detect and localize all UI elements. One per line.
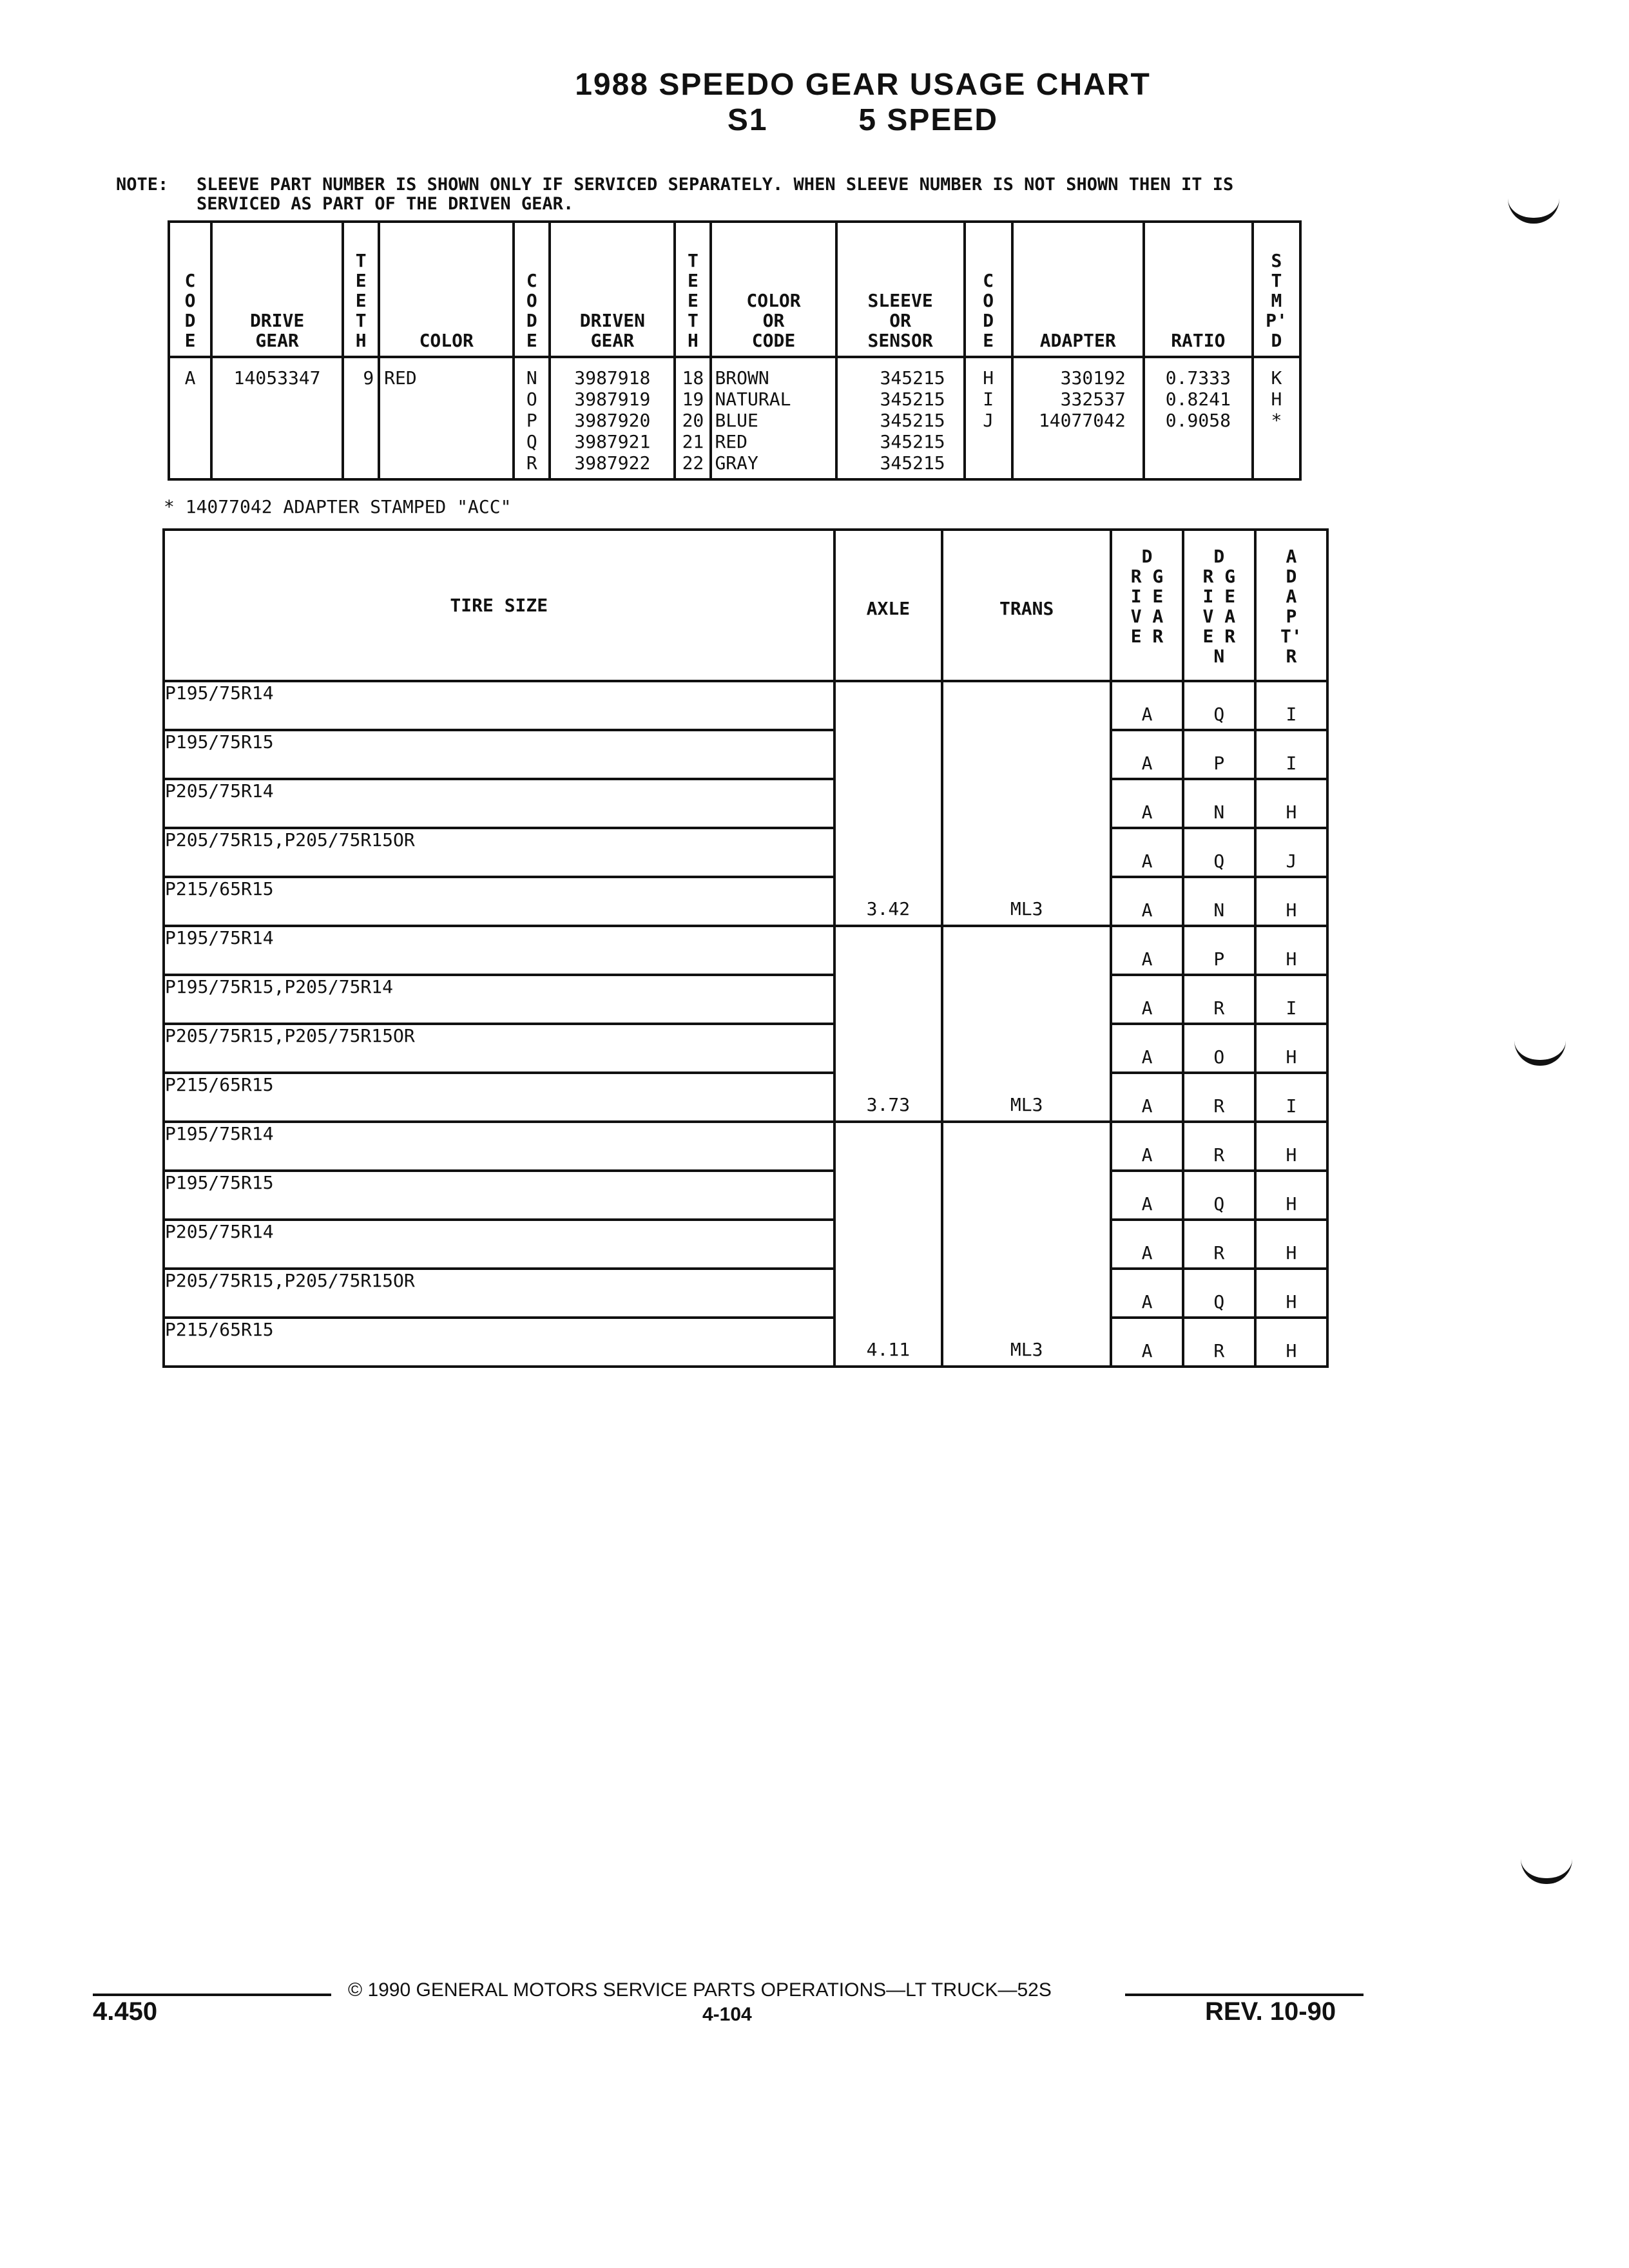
header-tire-size: TIRE SIZE — [164, 530, 834, 681]
title-speed: 5 SPEED — [858, 103, 999, 137]
footer-rule-right — [1125, 1994, 1364, 1996]
table-row — [164, 877, 1327, 926]
cell-sleeves — [836, 357, 965, 479]
drive-gear-cell: A — [1111, 1269, 1183, 1318]
tire-size-cell: P205/75R14 — [164, 779, 834, 828]
tire-size-cell: P215/65R15 — [164, 877, 834, 926]
cell-driven-colors — [711, 357, 836, 479]
axle-cell: 4.11 — [834, 1122, 943, 1367]
driven-gear-cell: P — [1183, 926, 1255, 975]
adapter-cell: I — [1255, 975, 1327, 1024]
tire-size-cell: P195/75R15,P205/75R14 — [164, 975, 834, 1024]
footer-revision: REV. 10-90 — [1205, 1997, 1336, 2026]
table-row — [164, 1318, 1327, 1367]
header-word: COLOR — [419, 330, 474, 351]
cell-driven-codes — [514, 357, 550, 479]
table-row — [164, 1024, 1327, 1073]
usage-table — [162, 528, 1329, 1368]
header-letter: D — [184, 310, 196, 331]
header-word: CODE — [751, 330, 796, 351]
driven-code: R — [526, 452, 537, 474]
header-letter: D — [1286, 566, 1297, 587]
adapter-cell: H — [1255, 1318, 1327, 1367]
table-row — [164, 975, 1327, 1024]
driven-gear-number: 3987921 — [574, 431, 651, 452]
tire-size-cell: P195/75R14 — [164, 1122, 834, 1171]
driven-gear-cell: P — [1183, 730, 1255, 779]
axle-cell: 3.42 — [834, 681, 943, 926]
stamped-mark: H — [1271, 389, 1282, 410]
footnote: * 14077042 ADAPTER STAMPED "ACC" — [164, 496, 512, 517]
header-word: DRIVE — [249, 310, 305, 331]
ratio-value: 0.9058 — [1165, 410, 1231, 431]
table-row — [164, 1122, 1327, 1171]
footer-copyright: © 1990 GENERAL MOTORS SERVICE PARTS OPERATIONS—LT TRUCK—52S — [348, 1979, 1052, 2001]
driven-color: GRAY — [715, 452, 758, 474]
cell-ratios — [1144, 357, 1253, 479]
note-line-2: SERVICED AS PART OF THE DRIVEN GEAR. — [197, 194, 574, 214]
tire-size-cell: P195/75R14 — [164, 681, 834, 730]
note-line-1: SLEEVE PART NUMBER IS SHOWN ONLY IF SERVICED SEPARATELY. WHEN SLEEVE NUMBER IS NOT SHOWN THEN IT IS — [197, 175, 1234, 195]
header-adapter-2 — [1255, 530, 1327, 681]
header-letter: E — [983, 330, 994, 351]
header-sleeve-or-sensor — [836, 222, 965, 357]
adapter-cell: H — [1255, 926, 1327, 975]
header-letter: A — [1286, 586, 1297, 607]
header-trans: TRANS — [942, 530, 1111, 681]
header-letter: V A — [1202, 606, 1236, 627]
adapter-cell: H — [1255, 1024, 1327, 1073]
header-letter: E — [688, 270, 699, 291]
header-letter: H — [688, 330, 699, 351]
driven-color: BROWN — [715, 367, 769, 389]
header-word: OR — [889, 310, 911, 331]
header-word: SLEEVE — [867, 290, 933, 311]
tire-size-cell: P215/65R15 — [164, 1073, 834, 1122]
header-driven-gear — [550, 222, 675, 357]
header-letter: D — [1141, 546, 1153, 567]
binder-mark — [1514, 1041, 1566, 1066]
adapter-cell: H — [1255, 779, 1327, 828]
driven-teeth: 21 — [682, 431, 704, 452]
adapter-code: H — [983, 367, 994, 389]
binder-mark — [1508, 198, 1559, 224]
cell-color: RED — [379, 357, 514, 479]
drive-gear-cell: A — [1111, 1073, 1183, 1122]
drive-gear-cell: A — [1111, 1122, 1183, 1171]
page-title — [0, 67, 1629, 139]
adapter-cell: H — [1255, 1122, 1327, 1171]
driven-gear-cell: O — [1183, 1024, 1255, 1073]
driven-color: RED — [715, 431, 748, 452]
footer-page-center: 4-104 — [702, 2004, 752, 2025]
drive-gear-cell: A — [1111, 1024, 1183, 1073]
header-letter: T — [355, 310, 367, 331]
header-letter: O — [983, 290, 994, 311]
table-row — [164, 1269, 1327, 1318]
header-axle: AXLE — [834, 530, 943, 681]
drive-gear-cell: A — [1111, 877, 1183, 926]
table-row — [164, 730, 1327, 779]
stamped-mark: * — [1271, 410, 1282, 431]
driven-gear-cell: Q — [1183, 681, 1255, 730]
cell-teeth: 9 — [343, 357, 379, 479]
tire-size-cell: P195/75R14 — [164, 926, 834, 975]
adapter-number: 330192 — [1060, 367, 1126, 389]
note — [116, 175, 1598, 214]
cell-stamped — [1253, 357, 1300, 479]
header-letter: D — [1271, 330, 1282, 351]
header-letter: C — [184, 270, 196, 291]
header-letter: R G — [1130, 566, 1164, 587]
table-row — [164, 1171, 1327, 1220]
trans-cell: ML3 — [942, 1122, 1111, 1367]
header-word: GEAR — [590, 330, 635, 351]
header-teeth — [343, 222, 379, 357]
driven-color: NATURAL — [715, 389, 791, 410]
header-letter: C — [526, 270, 537, 291]
adapter-cell: I — [1255, 681, 1327, 730]
header-word: DRIVEN — [579, 310, 645, 331]
note-label: NOTE: — [116, 175, 169, 195]
driven-code: P — [526, 410, 537, 431]
driven-gear-number: 3987919 — [574, 389, 651, 410]
header-color — [379, 222, 514, 357]
adapter-cell: J — [1255, 828, 1327, 877]
drive-gear-cell: A — [1111, 681, 1183, 730]
cell-adapters — [1012, 357, 1144, 479]
header-letter: P' — [1266, 310, 1287, 331]
drive-gear-cell: A — [1111, 926, 1183, 975]
tire-size-cell: P205/75R14 — [164, 1220, 834, 1269]
header-word: GEAR — [255, 330, 299, 351]
header-letter: E — [688, 290, 699, 311]
binder-mark — [1521, 1859, 1572, 1884]
header-letter: A — [1286, 546, 1297, 567]
header-letter: I E — [1130, 586, 1164, 607]
usage-table-header — [164, 530, 1327, 681]
header-letter: T — [1271, 270, 1282, 291]
driven-code: N — [526, 367, 537, 389]
trans-cell: ML3 — [942, 926, 1111, 1122]
adapter-cell: H — [1255, 877, 1327, 926]
header-word: COLOR — [746, 290, 801, 311]
header-word: RATIO — [1171, 330, 1226, 351]
header-letter: T — [355, 250, 367, 271]
drive-gear-cell: A — [1111, 1220, 1183, 1269]
header-letter: V A — [1130, 606, 1164, 627]
header-letter: T' — [1280, 626, 1302, 647]
header-color-or-code — [711, 222, 836, 357]
adapter-cell: H — [1255, 1220, 1327, 1269]
stamped-mark: K — [1271, 367, 1282, 389]
footer-rule-left — [93, 1994, 331, 1996]
header-ratio — [1144, 222, 1253, 357]
driven-gear-cell: R — [1183, 1318, 1255, 1367]
table-row — [164, 1073, 1327, 1122]
gear-table-row — [169, 357, 1300, 479]
header-drive-gear — [211, 222, 343, 357]
header-letter: M — [1271, 290, 1282, 311]
driven-teeth: 19 — [682, 389, 704, 410]
header-letter: T — [688, 250, 699, 271]
usage-table-body — [164, 681, 1327, 1367]
adapter-code: J — [983, 410, 994, 431]
header-letter: R G — [1202, 566, 1236, 587]
header-letter: E R — [1202, 626, 1236, 647]
header-teeth-2 — [675, 222, 711, 357]
title-model: S1 — [727, 103, 768, 137]
header-letter: R — [1286, 646, 1297, 667]
header-letter: E — [526, 330, 537, 351]
sleeve-number: 345215 — [880, 452, 945, 474]
footer-page-left: 4.450 — [93, 1997, 158, 2026]
sleeve-number: 345215 — [880, 431, 945, 452]
sleeve-number: 345215 — [880, 367, 945, 389]
adapter-number: 332537 — [1060, 389, 1126, 410]
drive-gear-cell: A — [1111, 975, 1183, 1024]
axle-cell: 3.73 — [834, 926, 943, 1122]
adapter-number: 14077042 — [1038, 410, 1126, 431]
title-line-1: 1988 SPEEDO GEAR USAGE CHART — [575, 68, 1151, 102]
header-stamped — [1253, 222, 1300, 357]
gear-table-header — [169, 222, 1300, 357]
driven-teeth: 22 — [682, 452, 704, 474]
driven-gear-cell: N — [1183, 779, 1255, 828]
header-letter: S — [1271, 250, 1282, 271]
ratio-value: 0.7333 — [1165, 367, 1231, 389]
drive-gear-cell: A — [1111, 1318, 1183, 1367]
drive-gear-cell: A — [1111, 1171, 1183, 1220]
header-letter: C — [983, 270, 994, 291]
driven-gear-number: 3987922 — [574, 452, 651, 474]
table-row — [164, 1220, 1327, 1269]
header-code — [169, 222, 211, 357]
header-word: ADAPTER — [1039, 330, 1116, 351]
adapter-cell: I — [1255, 730, 1327, 779]
tire-size-cell: P205/75R15,P205/75R15OR — [164, 828, 834, 877]
driven-gear-cell: Q — [1183, 828, 1255, 877]
title-line-2 — [97, 102, 1629, 139]
header-letter: E R — [1130, 626, 1164, 647]
trans-cell: ML3 — [942, 681, 1111, 926]
adapter-code: I — [983, 389, 994, 410]
header-letter: I E — [1202, 586, 1236, 607]
header-word: OR — [762, 310, 785, 331]
driven-teeth: 18 — [682, 367, 704, 389]
table-row — [164, 681, 1327, 730]
ratio-value: 0.8241 — [1165, 389, 1231, 410]
header-driven-gear-2 — [1183, 530, 1255, 681]
driven-code: O — [526, 389, 537, 410]
driven-gear-cell: R — [1183, 1220, 1255, 1269]
table-row — [164, 926, 1327, 975]
header-letter: O — [184, 290, 196, 311]
driven-gear-number: 3987920 — [574, 410, 651, 431]
header-letter: D — [526, 310, 537, 331]
drive-gear-cell: A — [1111, 730, 1183, 779]
drive-gear-cell: A — [1111, 779, 1183, 828]
tire-size-cell: P205/75R15,P205/75R15OR — [164, 1024, 834, 1073]
driven-gear-cell: Q — [1183, 1269, 1255, 1318]
driven-gear-cell: R — [1183, 975, 1255, 1024]
sleeve-number: 345215 — [880, 389, 945, 410]
header-letter: T — [688, 310, 699, 331]
sleeve-number: 345215 — [880, 410, 945, 431]
cell-driven-teeth — [675, 357, 711, 479]
adapter-cell: H — [1255, 1171, 1327, 1220]
cell-drive-gear: 14053347 — [211, 357, 343, 479]
driven-gear-cell: R — [1183, 1122, 1255, 1171]
header-letter: P — [1286, 606, 1297, 627]
tire-size-cell: P215/65R15 — [164, 1318, 834, 1367]
cell-code: A — [169, 357, 211, 479]
tire-size-cell: P195/75R15 — [164, 1171, 834, 1220]
cell-driven-gears — [550, 357, 675, 479]
adapter-cell: H — [1255, 1269, 1327, 1318]
header-letter: O — [526, 290, 537, 311]
drive-gear-cell: A — [1111, 828, 1183, 877]
gear-table — [168, 220, 1302, 481]
driven-gear-number: 3987918 — [574, 367, 651, 389]
header-letter: N — [1213, 646, 1225, 667]
table-row — [164, 779, 1327, 828]
driven-gear-cell: R — [1183, 1073, 1255, 1122]
header-code-3 — [965, 222, 1012, 357]
header-adapter — [1012, 222, 1144, 357]
driven-gear-cell: Q — [1183, 1171, 1255, 1220]
driven-code: Q — [526, 431, 537, 452]
adapter-cell: I — [1255, 1073, 1327, 1122]
header-letter: D — [1213, 546, 1225, 567]
header-word: SENSOR — [867, 330, 933, 351]
tire-size-cell: P205/75R15,P205/75R15OR — [164, 1269, 834, 1318]
header-drive-gear-2 — [1111, 530, 1183, 681]
header-letter: E — [355, 290, 367, 311]
header-letter: E — [355, 270, 367, 291]
header-letter: H — [355, 330, 367, 351]
cell-adapter-codes — [965, 357, 1012, 479]
driven-teeth: 20 — [682, 410, 704, 431]
header-letter: E — [184, 330, 196, 351]
driven-gear-cell: N — [1183, 877, 1255, 926]
header-code-2 — [514, 222, 550, 357]
tire-size-cell: P195/75R15 — [164, 730, 834, 779]
table-row — [164, 828, 1327, 877]
header-letter: D — [983, 310, 994, 331]
driven-color: BLUE — [715, 410, 758, 431]
